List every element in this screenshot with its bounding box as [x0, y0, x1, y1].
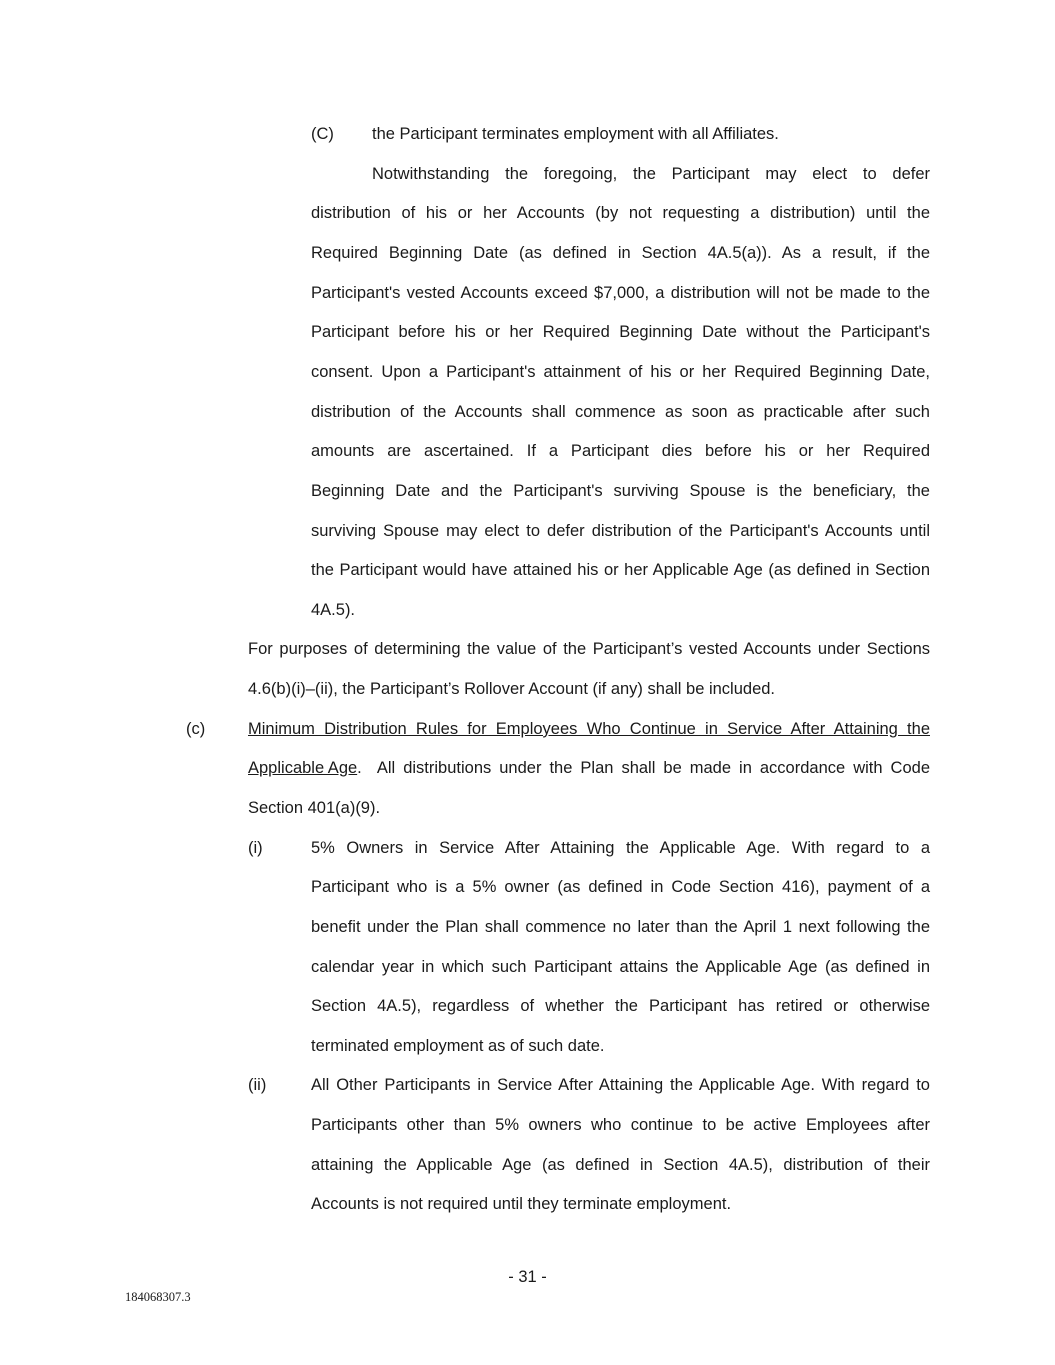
section-c-marker: (c) [186, 720, 206, 738]
page-number: - 31 - [508, 1268, 547, 1286]
paragraph-line: benefit under the Plan shall commence no later than the April 1 next following the [311, 918, 930, 936]
paragraph-line: Participant who is a 5% owner (as defined in Code Section 416), payment of a [311, 878, 930, 896]
paragraph-line: surviving Spouse may elect to defer distribution of the Participant's Accounts until [311, 522, 930, 540]
paragraph-line: distribution of the Accounts shall commence as soon as practicable after such [311, 403, 930, 421]
item-i-marker: (i) [248, 839, 263, 857]
section-c-line-2-text: . All distributions under the Plan shall be made in accordance with Code [357, 759, 930, 777]
paragraph-line: the Participant would have attained his or her Applicable Age (as defined in Section [311, 561, 930, 579]
paragraph-line: Required Beginning Date (as defined in Section 4A.5(a)). As a result, if the [311, 244, 930, 262]
paragraph-line: terminated employment as of such date. [311, 1037, 605, 1055]
paragraph-line: For purposes of determining the value of the Participant’s vested Accounts under Sections [248, 640, 930, 658]
section-c-heading-end: Applicable Age [248, 759, 358, 777]
paragraph-line: 4.6(b)(i)–(ii), the Participant’s Rollover Account (if any) shall be included. [248, 680, 776, 698]
paragraph-line: 4A.5). [311, 601, 356, 619]
paragraph-line: Section 4A.5), regardless of whether the Participant has retired or otherwise [311, 997, 930, 1015]
item-ii-marker: (ii) [248, 1076, 267, 1094]
section-c-heading: Minimum Distribution Rules for Employees Who Continue in Service After Attaining the [248, 720, 930, 738]
paragraph-line: amounts are ascertained. If a Participant dies before his or her Required [311, 442, 930, 460]
paragraph-line: distribution of his or her Accounts (by not requesting a distribution) until the [311, 204, 930, 222]
paragraph-line: consent. Upon a Participant's attainment of his or her Required Beginning Date, [311, 363, 930, 381]
paragraph-line: Participant before his or her Required Beginning Date without the Participant's [311, 323, 930, 341]
paragraph-line: All Other Participants in Service After Attaining the Applicable Age. With regard to [311, 1076, 930, 1094]
paragraph-line: Accounts is not required until they terminate employment. [311, 1195, 732, 1213]
paragraph-line: Notwithstanding the foregoing, the Participant may elect to defer [372, 165, 930, 183]
paragraph-line: Participants other than 5% owners who continue to be active Employees after [311, 1116, 930, 1134]
paragraph-line: calendar year in which such Participant attains the Applicable Age (as defined in [311, 958, 930, 976]
paragraph-line: attaining the Applicable Age (as defined in Section 4A.5), distribution of their [311, 1156, 930, 1174]
section-c-line-3: Section 401(a)(9). [248, 799, 381, 817]
document-id: 184068307.3 [125, 1290, 191, 1304]
paragraph-line: Participant's vested Accounts exceed $7,000, a distribution will not be made to the [311, 284, 930, 302]
paragraph-line: 5% Owners in Service After Attaining the Applicable Age. With regard to a [311, 839, 930, 857]
item-c-upper-text: the Participant terminates employment with all Affiliates. [372, 125, 779, 143]
section-c-line-2 [248, 758, 930, 778]
paragraph-line: Beginning Date and the Participant's surviving Spouse is the beneficiary, the [311, 482, 930, 500]
item-c-upper-marker: (C) [311, 125, 334, 143]
